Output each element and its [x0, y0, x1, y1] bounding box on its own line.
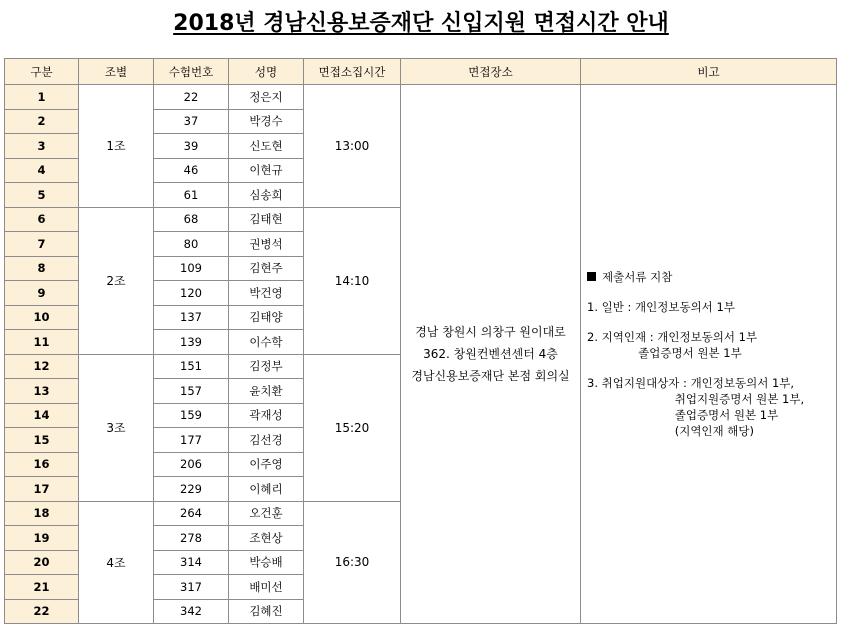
call-time-cell: 13:00: [304, 85, 401, 208]
spacer: [587, 361, 836, 375]
call-time-cell: 14:10: [304, 207, 401, 354]
applicant-name-cell: 곽재성: [229, 403, 304, 428]
applicant-name-cell: 정은지: [229, 85, 304, 110]
applicant-name-cell: 김선경: [229, 428, 304, 453]
row-number-cell: 7: [5, 232, 79, 257]
exam-number-cell: 139: [154, 330, 229, 355]
row-number-cell: 10: [5, 305, 79, 330]
applicant-name-cell: 박경수: [229, 109, 304, 134]
row-number-cell: 17: [5, 477, 79, 502]
spacer: [587, 315, 836, 329]
row-number-cell: 16: [5, 452, 79, 477]
place-line: 경남신용보증재단 본점 회의실: [411, 369, 570, 383]
row-number-cell: 11: [5, 330, 79, 355]
row-number-cell: 5: [5, 183, 79, 208]
applicant-name-cell: 이수학: [229, 330, 304, 355]
applicant-name-cell: 이주영: [229, 452, 304, 477]
exam-number-cell: 151: [154, 354, 229, 379]
row-number-cell: 20: [5, 550, 79, 575]
row-number-cell: 8: [5, 256, 79, 281]
applicant-name-cell: 심송희: [229, 183, 304, 208]
applicant-name-cell: 이현규: [229, 158, 304, 183]
row-number-cell: 14: [5, 403, 79, 428]
applicant-name-cell: 김현주: [229, 256, 304, 281]
row-number-cell: 1: [5, 85, 79, 110]
exam-number-cell: 22: [154, 85, 229, 110]
call-time-cell: 15:20: [304, 354, 401, 501]
row-number-cell: 13: [5, 379, 79, 404]
exam-number-cell: 61: [154, 183, 229, 208]
group-cell: 1조: [79, 85, 154, 208]
exam-number-cell: 68: [154, 207, 229, 232]
applicant-name-cell: 김태양: [229, 305, 304, 330]
applicant-name-cell: 김정부: [229, 354, 304, 379]
header-name: 성명: [229, 59, 304, 85]
header-exam-number: 수험번호: [154, 59, 229, 85]
remarks-line: 2. 지역인재 : 개인정보동의서 1부: [587, 330, 758, 344]
applicant-name-cell: 조현상: [229, 526, 304, 551]
exam-number-cell: 229: [154, 477, 229, 502]
remarks-line: (지역인재 해당): [587, 424, 755, 438]
row-number-cell: 21: [5, 575, 79, 600]
row-number-cell: 3: [5, 134, 79, 159]
row-number-cell: 6: [5, 207, 79, 232]
row-number-cell: 15: [5, 428, 79, 453]
header-category: 구분: [5, 59, 79, 85]
table-header-row: [5, 59, 837, 85]
row-number-cell: 9: [5, 281, 79, 306]
exam-number-cell: 137: [154, 305, 229, 330]
exam-number-cell: 109: [154, 256, 229, 281]
place-cell: [401, 85, 581, 624]
group-cell: 4조: [79, 501, 154, 624]
applicant-name-cell: 박건영: [229, 281, 304, 306]
remarks-line: 1. 일반 : 개인정보동의서 1부: [587, 300, 735, 314]
applicant-name-cell: 박승배: [229, 550, 304, 575]
exam-number-cell: 177: [154, 428, 229, 453]
exam-number-cell: 80: [154, 232, 229, 257]
applicant-name-cell: 배미선: [229, 575, 304, 600]
exam-number-cell: 264: [154, 501, 229, 526]
row-number-cell: 22: [5, 599, 79, 624]
remarks-line: 졸업증명서 원본 1부: [587, 408, 779, 422]
header-group: 조별: [79, 59, 154, 85]
page-title: 2018년 경남신용보증재단 신입지원 면접시간 안내: [173, 11, 669, 36]
row-number-cell: 19: [5, 526, 79, 551]
header-place: 면접장소: [401, 59, 581, 85]
table-body: [5, 85, 837, 624]
applicant-name-cell: 이혜리: [229, 477, 304, 502]
group-cell: 3조: [79, 354, 154, 501]
exam-number-cell: 317: [154, 575, 229, 600]
remarks-line: 3. 취업지원대상자 : 개인정보동의서 1부,: [587, 376, 795, 390]
exam-number-cell: 278: [154, 526, 229, 551]
applicant-name-cell: 김태현: [229, 207, 304, 232]
applicant-name-cell: 김혜진: [229, 599, 304, 624]
applicant-name-cell: 윤치환: [229, 379, 304, 404]
remarks-line: 취업지원증명서 원본 1부,: [587, 392, 805, 406]
exam-number-cell: 157: [154, 379, 229, 404]
row-number-cell: 18: [5, 501, 79, 526]
header-remarks: 비고: [581, 59, 837, 85]
remarks-heading-text: 제출서류 지참: [602, 270, 673, 284]
spacer: [587, 285, 836, 299]
row-number-cell: 2: [5, 109, 79, 134]
place-line: 362. 창원컨벤션센터 4층: [423, 347, 558, 361]
applicant-name-cell: 오건훈: [229, 501, 304, 526]
remarks-cell: [581, 85, 837, 624]
exam-number-cell: 46: [154, 158, 229, 183]
interview-schedule-table: [4, 58, 837, 624]
exam-number-cell: 120: [154, 281, 229, 306]
square-bullet-icon: [587, 272, 596, 281]
call-time-cell: 16:30: [304, 501, 401, 624]
exam-number-cell: 206: [154, 452, 229, 477]
place-line: 경남 창원시 의창구 원이대로: [415, 325, 566, 339]
row-number-cell: 4: [5, 158, 79, 183]
header-call-time: 면접소집시간: [304, 59, 401, 85]
exam-number-cell: 37: [154, 109, 229, 134]
table-row: [5, 85, 837, 110]
remarks-line: 졸업증명서 원본 1부: [587, 346, 742, 360]
applicant-name-cell: 권병석: [229, 232, 304, 257]
exam-number-cell: 342: [154, 599, 229, 624]
applicant-name-cell: 신도현: [229, 134, 304, 159]
group-cell: 2조: [79, 207, 154, 354]
row-number-cell: 12: [5, 354, 79, 379]
exam-number-cell: 159: [154, 403, 229, 428]
remarks-heading: [587, 269, 836, 285]
exam-number-cell: 39: [154, 134, 229, 159]
exam-number-cell: 314: [154, 550, 229, 575]
